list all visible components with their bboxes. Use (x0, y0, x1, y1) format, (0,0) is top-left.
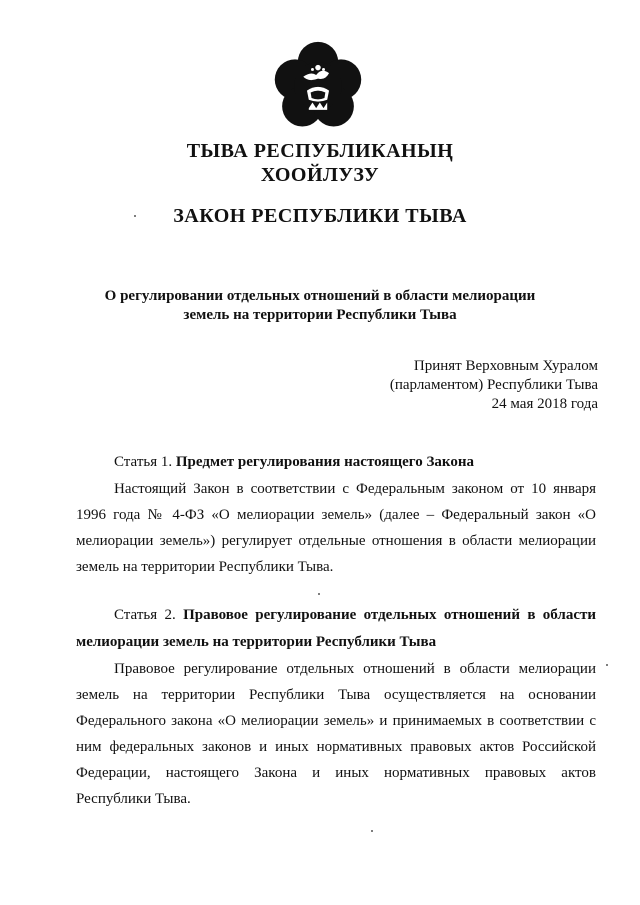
article2-text-line: Федерации, настоящего Закона и иных нормативных правовых актов (76, 765, 596, 781)
subject-line-1: О регулировании отдельных отношений в области мелиорации (104, 288, 536, 304)
scan-speck (318, 593, 320, 595)
article2-text-line: Правовое регулирование отдельных отношений в области мелиорации (114, 661, 596, 677)
article2-title-line-2: мелиорации земель на территории Республики Тыва (76, 634, 437, 650)
article2-heading (114, 606, 596, 625)
tuva-emblem-icon (272, 40, 364, 132)
scan-speck (371, 830, 373, 832)
header-line-1: ТЫВА РЕСПУБЛИКАНЫҢ (186, 140, 454, 162)
article2-text-line: ним федеральных законов и иных нормативных правовых актов Российской (76, 739, 596, 755)
article2-text-line: Республики Тыва. (76, 791, 191, 807)
article1-prefix: Статья 1. (114, 454, 176, 470)
article1-text-line: Настоящий Закон в соответствии с Федеральным законом от 10 января (114, 481, 596, 497)
article1-text-line: земель на территории Республики Тыва. (76, 559, 334, 575)
header-line-2: ХООЙЛУЗУ (260, 164, 380, 186)
article1-title: Предмет регулирования настоящего Закона (175, 454, 474, 470)
adopted-date: 24 мая 2018 года (491, 396, 598, 412)
adopted-line-1: Принят Верховным Хуралом (413, 358, 598, 374)
article2-title-line-1: Правовое регулирование отдельных отношений в области (183, 607, 596, 623)
law-title: ЗАКОН РЕСПУБЛИКИ ТЫВА (173, 205, 467, 227)
adopted-line-2: (парламентом) Республики Тыва (389, 377, 598, 393)
article1-text-line: мелиорации земель») регулирует отдельные отношения в области мелиорации (76, 533, 596, 549)
scan-speck (606, 664, 608, 666)
article2-text-line: Федерального закона «О мелиорации земель» и принимаемых в соответствии с (76, 713, 596, 729)
article1-text-line: 1996 года № 4-ФЗ «О мелиорации земель» (далее – Федеральный закон «О (76, 507, 596, 523)
subject-line-2: земель на территории Республики Тыва (183, 307, 457, 323)
scan-speck (134, 215, 136, 217)
article2-prefix: Статья 2. (114, 607, 184, 623)
article1-heading (114, 453, 474, 472)
article2-text-line: земель на территории Республики Тыва осуществляется на основании (76, 687, 596, 703)
